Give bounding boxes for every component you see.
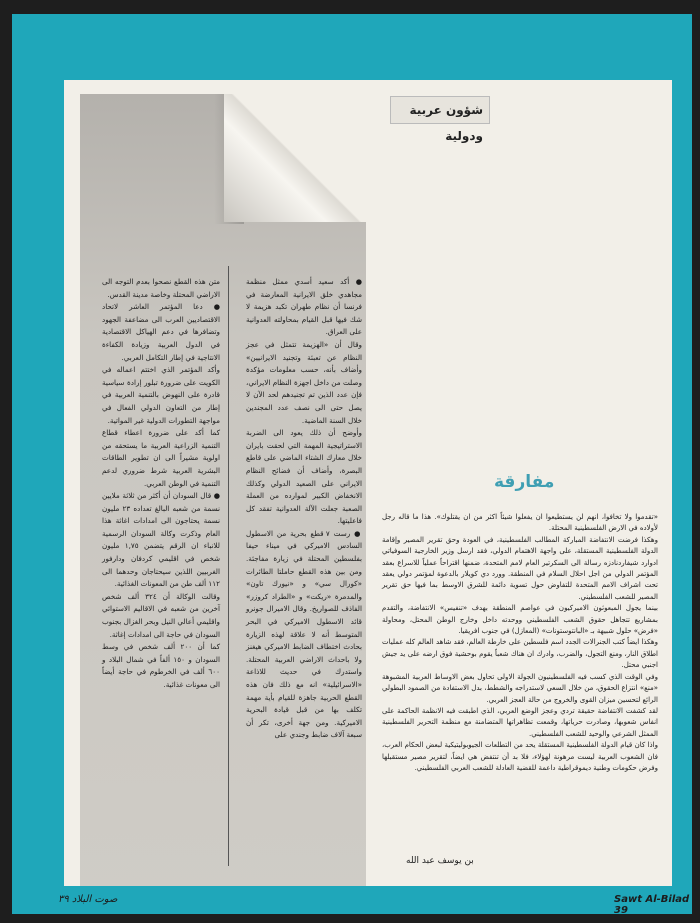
magazine-page [64, 80, 672, 886]
news-paragraph: كما أكد على ضرورة اعطاء قطاع التنمية الزراعية العربية ما يستحقه من اولوية مشيراً الى ان تطوير الطاقات البشرية العربية شرط ضروري لدعم التنمية في الوطن العربي. [102, 428, 220, 488]
footer-page-number-arabic: صوت البلاد ٣٩ [58, 894, 118, 905]
editorial-paragraph: وفي الوقت الذي كسب فيه الفلسطينيون الجولة الاولى تحاول بعض الاوساط العربية المشبوهة «منع» انتزاع الحقوق، من خلال السعي لاستدراجه والشطط، بدل الاستفادة من الصمود البطولي الرائع لتحسين ميزان القوى والخروج من حالة العجز العربي. [382, 672, 658, 704]
column-divider [228, 266, 229, 866]
news-paragraph: وأكد المؤتمر الذي اختتم اعماله في الكويت على ضرورة تبلور إرادة سياسية قادرة على النهوض بالتنمية العربية في إطار من التعاون الدولي الفعال في مواجهة التطورات الدولية غير المواتية. [102, 365, 220, 425]
news-paragraph: وقال أن «الهزيمة تتمثل في عجز النظام عن تعبئة وتجنيد الايرانيين» وأضاف بأنه، حسب معلومات مؤكدة وصلت من داخل اجهزة النظام الايراني، فإن عدد الذين تم تجنيدهم لحد الآن لا يصل حتى الى نصف عدد المجندين خلال السنة الماضية. [246, 339, 362, 425]
editorial-paragraph: بينما يجول المبعوثون الاميركيون في عواصم المنطقة بهدف «تنفيس» الانتفاضة، والتقدم بمشاريع تتجاهل حقوق الشعب الفلسطيني ووحدته داخل وخارج الوطن المحتل، ومحاولة «فرض» حلول شبيهة بـ «البانتوستونات» (المعازل) في جنوب افريقيا. [382, 604, 658, 636]
news-paragraph: ● أكد سعيد أسدي ممثل منظمة مجاهدي خلق الايرانية المعارضة في فرنسا أن نظام طهران تكبد هزيمة لا شك فيها قبل القيام بمحاولته العدوانية على العراق. [246, 277, 362, 337]
editorial-paragraph: لقد كشفت الانتفاضة حقيقة تردي وعجز الوضع العربي، الذي اطبقت فيه الانظمة الحاكمة على انفاس شعوبها، وصادرت حرياتها، وقمعت تظاهراتها المتضامنة مع منظمة التحرير الفلسطينية الممثل الشرعي والوحيد للشعب الفلسطيني. [382, 706, 658, 738]
news-column-middle [246, 276, 362, 742]
news-paragraph: ● دعا المؤتمر العاشر لاتحاد الاقتصاديين العرب الى مضاعفة الجهود وتضافرها في دعم الهياكل الاقتصادية في الدول العربية وزيادة الكفاءة الانتاجية في إطار التكامل العربي. [102, 302, 220, 362]
news-paragraph: وأوضح أن ذلك يعود الى الضربة الاستراتيجية المهمة التي لحقت بايران خلال معارك الشتاء الماضي على قاطع البصرة، وأضاف أن فضائح النظام الايراني على الصعيد الدولي وكذلك الانخفاض الكبير لموارده من العملة الصعبة جعلت الآلة العدوانية تفقد كل فاعليتها. [246, 428, 362, 526]
news-paragraph: ● رست ٧ قطع بحرية من الاسطول السادس الاميركي في ميناء حيفا بفلسطين المحتلة في زيارة مفاجئة. ومن بين هذه القطع حاملتا الطائرات «كورال سي» و «نيورك تاون» والمدمرة «ريكت» و «الطراد كروزر» الفاذف للصواريخ. وقال الاميرال جونرو قائد الاسطول الاميركي في البحر المتوسط أنه لا علاقة لهذه الزيارة بحادث اختطاف الضابط الاميركي هيغنز ولا باحداث الاراضي العربية المحتلة. واستدرك في حديث للاذاعة «الاسرائيلية» انه مع ذلك فان هذه القطع الحربية جاهزة للقيام بأية مهمة تكلف بها من قبل قيادة البحرية الاميركية. ومن جهة أخرى، تكر أن سبعة آلاف ضابط وجندي على [246, 528, 362, 740]
news-paragraph: كما أن ٢٠٠ ألف شخص في وسط السودان و ١٥٠ ألفاً في شمال البلاد و ٦٠٠ ألف في الخرطوم في حاجة أيضاً الى معونات غذائية. [102, 642, 220, 689]
news-paragraph: وقالت الوكالة أن ٣٢٤ ألف شخص آخرين من شعبه في الاقاليم الاستوائي واقليمي أعالي النيل وبحر الغزال بجنوب السودان في حاجة الى امدادات إغاثة. [102, 591, 221, 639]
editorial-author: بن يوسف عبد الله [406, 856, 474, 866]
editorial-paragraph: وهكذا فرضت الانتفاضة المباركة المطالب الفلسطينية، في العودة وحق تقرير المصير وإقامة الدولة الفلسطينية المستقلة، على واجهة الاهتمام الدولي، فقد ارسل وزير الخارجية السوفياتي ادوارد شيفاردنادزه رسالة الى السكرتير العام لامم المتحدة، ضمنها اقتراحاً عملياً للاسراع بعقد المؤتمر الدولي من اجل احلال السلام في المنطقة. وورد دي كويلار بالدعوة لمؤتمر دولي يعقد تحت اشراف الامم المتحدة للتفاوض حول تسوية دائمة للشرق الاوسط بما فيها حق تقرير المصير للشعب الفلسطيني. [382, 535, 658, 601]
news-paragraph: متن هذه القطع نصحوا بعدم التوجه الى الاراضي المحتلة وخاصة مدينة القدس. [102, 277, 220, 299]
editorial-title: مفارقة [494, 472, 555, 492]
editorial-body [382, 512, 658, 774]
editorial-paragraph: وهكذا ايضاً كتب الجنرالات الجدد اسم فلسطين على خارطة العالم، فقد شاهد العالم كله عمليات اطلاق النار، ومنع التجول، والضرب، وادرك ان هناك شعباً يقوم بوحشية فوق ارضه على يد جيش اجنبي محتل. [382, 638, 658, 670]
magazine-frame [12, 14, 692, 914]
page-peel-corner [224, 94, 366, 222]
editorial-paragraph: «تقدموا ولا تخافوا، انهم لن يستطيعوا ان يفعلوا شيئاً اكثر من ان يقتلوك». هذا ما قاله رجل لأولاده في الارض الفلسطينية المحتلة. [382, 513, 658, 533]
footer-page-number-latin: Sawt Al-Bilad 39 [614, 894, 690, 916]
editorial-paragraph: واذا كان قيام الدولة الفلسطينية المستقلة يحد من التطلعات الجيوبوليتيكية لبعض الحكام العرب، فان الشعوب العربية ليست مرهونة لهؤلاء، فلا بد أن تنتفض هي ايضاً، لتقرير مصير مستقبلها وفرض حكومات وطنية ديموقراطية داعمة للقضية العادلة للشعب العربي الفلسطيني. [382, 741, 658, 772]
section-tag: شؤون عربية ودولية [390, 96, 490, 124]
news-column-left [102, 276, 220, 692]
news-paragraph: ● قال السودان أن أكثر من ثلاثة ملايين نسمة من شعبه البالغ تعداده ٢٣ مليون نسمة يحتاجون الى امدادات اغاثة هذا العام وذكرت وكالة السودان الرسمية للانباء ان الرقم يتضمن ١,٧٥ مليون شخص في اقليمي كردفان ودارفور الغربيين اللذين سيحتاجان وحدهما الى ١١٢ ألف طن من المعونات الغذائية. [102, 491, 220, 589]
